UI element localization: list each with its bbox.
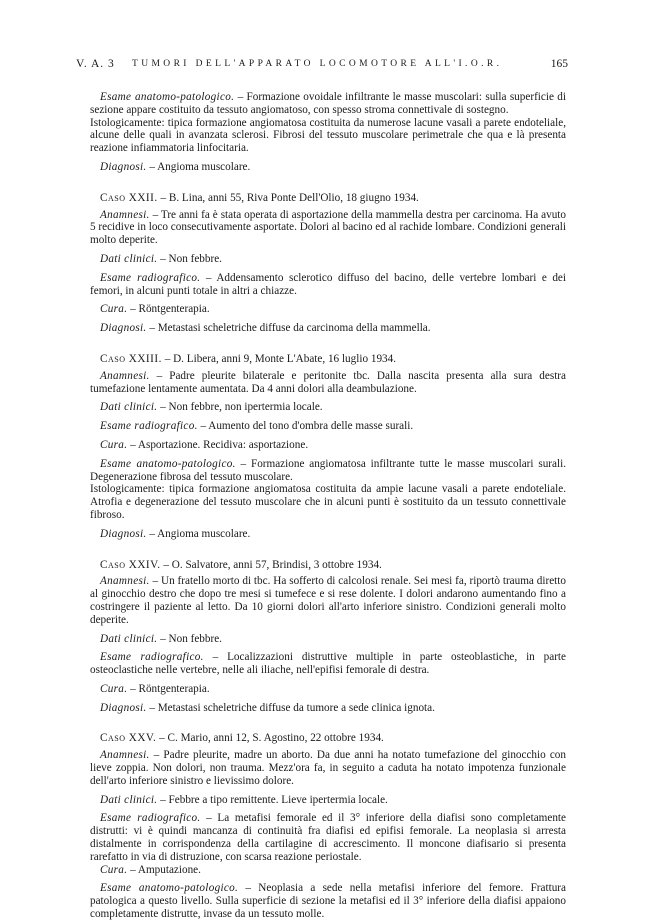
- radio-text: – La metafisi femorale ed il 3° inferiore della diafisi sono completamente distrutti: vi è quindi mancanza di continuità fra diafisi ed epifisi femorale. La neoplasia si arresta distalmente in corrispondenza della cartilagine di accrescimento. Il moncone diafisario si presenta rarefatto in via di distruzione, con scarsa reazione periostale.: [90, 812, 566, 863]
- cura-text: – Röntgenterapia.: [127, 303, 210, 316]
- anamnesi-label: Anamnesi.: [100, 575, 150, 588]
- cura-label: Cura.: [100, 682, 128, 695]
- cura-label: Cura.: [100, 438, 128, 451]
- case-heading: [90, 732, 566, 745]
- clinici-paragraph: [90, 253, 566, 266]
- case-heading: [90, 559, 566, 572]
- radio-label: Esame radiografico.: [100, 271, 201, 284]
- diagnosi-paragraph: [90, 702, 566, 715]
- clinici-label: Dati clinici.: [100, 632, 158, 645]
- radio-label: Esame radiografico.: [100, 812, 201, 825]
- case-heading: [90, 353, 566, 366]
- case-xxiv: [90, 559, 566, 715]
- diagnosi-label: Diagnosi.: [100, 160, 147, 173]
- radio-paragraph: [90, 651, 566, 677]
- clinici-text: – Febbre a tipo remittente. Lieve ipertermia locale.: [157, 793, 388, 806]
- anamnesi-label: Anamnesi.: [100, 369, 150, 382]
- clinici-paragraph: [90, 633, 566, 646]
- anatomo-paragraph: [90, 882, 566, 920]
- clinici-label: Dati clinici.: [100, 252, 158, 265]
- case-info: – C. Mario, anni 12, S. Agostino, 22 ottobre 1934.: [156, 732, 384, 745]
- case-number: Caso XXIV.: [100, 558, 161, 571]
- running-header: [76, 58, 568, 74]
- diagnosi-text: – Angioma muscolare.: [146, 527, 251, 540]
- case-number: Caso XXV.: [100, 732, 157, 745]
- radio-text: – Aumento del tono d'ombra delle masse surali.: [197, 420, 414, 433]
- clinici-text: – Non febbre, non ipertermia locale.: [157, 401, 323, 414]
- diagnosi-text: – Metastasi scheletriche diffuse da tumore a sede clinica ignota.: [146, 701, 435, 714]
- cura-text: – Röntgenterapia.: [127, 682, 210, 695]
- diagnosi-label: Diagnosi.: [100, 701, 147, 714]
- lead-diagnosi-paragraph: [90, 161, 566, 174]
- radio-text: – Localizzazioni distruttive multiple in parte osteoblastiche, in parte osteoclastiche nelle vertebre, nelle ali iliache, nell'epifisi femorale di destra.: [90, 651, 566, 677]
- page-body: [90, 91, 566, 921]
- radio-label: Esame radiografico.: [100, 651, 204, 664]
- case-xxv: [90, 732, 566, 920]
- clinici-paragraph: [90, 401, 566, 414]
- lead-anatomo-paragraph: [90, 91, 566, 117]
- cura-paragraph: [90, 303, 566, 316]
- cura-label: Cura.: [100, 303, 128, 316]
- case-number: Caso XXII.: [100, 191, 158, 204]
- anamnesi-paragraph: [90, 749, 566, 787]
- anatomo-label: Esame anatomo-patologico.: [100, 457, 236, 470]
- running-title: TUMORI DELL'APPARATO LOCOMOTORE ALL'I.O.R.: [132, 59, 503, 69]
- section-number: V. A. 3: [76, 58, 115, 70]
- case-info: – B. Lina, anni 55, Riva Ponte Dell'Olio, 18 giugno 1934.: [157, 191, 419, 204]
- case-xxii: [90, 192, 566, 335]
- clinici-text: – Non febbre.: [157, 632, 222, 645]
- anatomo-paragraph: [90, 458, 566, 484]
- anatomo-label: Esame anatomo-patologico.: [100, 882, 239, 895]
- case-xxiii: [90, 353, 566, 541]
- anamnesi-label: Anamnesi.: [100, 208, 150, 221]
- anamnesi-text: – Tre anni fa è stata operata di asportazione della mammella destra per carcinoma. Ha avuto 5 recidive in loco consecutivamente asportate. Dolori al bacino ed al rachide lombare. Condizioni generali molto deperite.: [90, 208, 566, 247]
- anamnesi-paragraph: [90, 370, 566, 396]
- radio-paragraph: [90, 272, 566, 298]
- anatomo-text: – Formazione ovoidale infiltrante le masse muscolari: sulla superficie di sezione appare costituito da tessuto angiomatoso, con spesso stroma connettivale di sostegno.: [90, 91, 566, 116]
- anamnesi-text: – Un fratello morto di tbc. Ha sofferto di calcolosi renale. Sei mesi fa, riportò trauma diretto al ginocchio destro che dopo tre mesi si tumefece e si rese dolente. I dolori andarono aumentando fino a costringere il paziente al letto. Da 10 giorni dolori all'arto inferiore sinistro. Condizioni generali molto deperite.: [90, 575, 566, 626]
- case-number: Caso XXIII.: [100, 352, 162, 365]
- lead-histology-paragraph: Istologicamente: tipica formazione angiomatosa costituita da numerose lacune vasali a parete endoteliale, alcune delle quali in avanzata sclerosi. Fibrosi del tessuto muscolare perimetrale che qua e là presenta reazione infiammatoria linfocitaria.: [90, 116, 566, 155]
- cura-paragraph: [90, 864, 566, 877]
- anatomo-text: – Neoplasia a sede nella metafisi inferiore del femore. Frattura patologica a questo livello. Sulla superficie di sezione la metafisi ed il 3° inferiore della diafisi appaiono completamente distrutte, invase da un tessuto molle.: [90, 882, 566, 921]
- anamnesi-paragraph: [90, 209, 566, 247]
- anamnesi-text: – Padre pleurite bilaterale e peritonite tbc. Dalla nascita presenta alla sura destra tumefazione lentamente aumentata. Da 4 anni dolori alla deambulazione.: [90, 369, 566, 395]
- radio-label: Esame radiografico.: [100, 420, 198, 433]
- clinici-label: Dati clinici.: [100, 793, 158, 806]
- anatomo-label: Esame anatomo-patologico.: [100, 91, 235, 103]
- clinici-label: Dati clinici.: [100, 401, 158, 414]
- anamnesi-text: – Padre pleurite, madre un aborto. Da due anni ha notato tumefazione del ginocchio con lieve zoppia. Non dolori, non trauma. Mezz'ora fa, in seguito a caduta ha notato impotenza funzionale dell'arto inferiore sinistro e lievissimo dolore.: [90, 749, 566, 787]
- diagnosi-paragraph: [90, 528, 566, 541]
- cura-text: – Asportazione. Recidiva: asportazione.: [127, 438, 309, 451]
- diagnosi-text: – Angioma muscolare.: [146, 160, 251, 173]
- cura-text: – Amputazione.: [127, 863, 201, 876]
- anatomo-text: – Formazione angiomatosa infiltrante tutte le masse muscolari surali. Degenerazione fibrosa del tessuto muscolare.: [90, 457, 566, 483]
- anamnesi-label: Anamnesi.: [100, 749, 150, 762]
- clinici-text: – Non febbre.: [157, 252, 222, 265]
- cura-paragraph: [90, 439, 566, 452]
- histology-paragraph: Istologicamente: tipica formazione angiomatosa costituita da ampie lacune vasali a parete endoteliale. Atrofia e degenerazione del tessuto muscolare che in alcuni punti è sostituito da un tessuto connettivale fibroso.: [90, 483, 566, 521]
- diagnosi-paragraph: [90, 322, 566, 335]
- radio-text: – Addensamento sclerotico diffuso del bacino, delle vertebre lombari e dei femori, in alcuni punti totale in altri a chiazze.: [90, 271, 566, 297]
- anamnesi-paragraph: [90, 575, 566, 626]
- diagnosi-label: Diagnosi.: [100, 322, 147, 335]
- cura-paragraph: [90, 683, 566, 696]
- diagnosi-text: – Metastasi scheletriche diffuse da carcinoma della mammella.: [146, 322, 431, 335]
- radio-paragraph: [90, 812, 566, 863]
- case-info: – D. Libera, anni 9, Monte L'Abate, 16 luglio 1934.: [161, 352, 397, 365]
- clinici-paragraph: [90, 794, 566, 807]
- page-number: 165: [550, 58, 568, 70]
- case-heading: [90, 192, 566, 205]
- cura-label: Cura.: [100, 863, 128, 876]
- case-info: – O. Salvatore, anni 57, Brindisi, 3 ottobre 1934.: [160, 558, 382, 571]
- diagnosi-label: Diagnosi.: [100, 527, 147, 540]
- radio-paragraph: [90, 420, 566, 433]
